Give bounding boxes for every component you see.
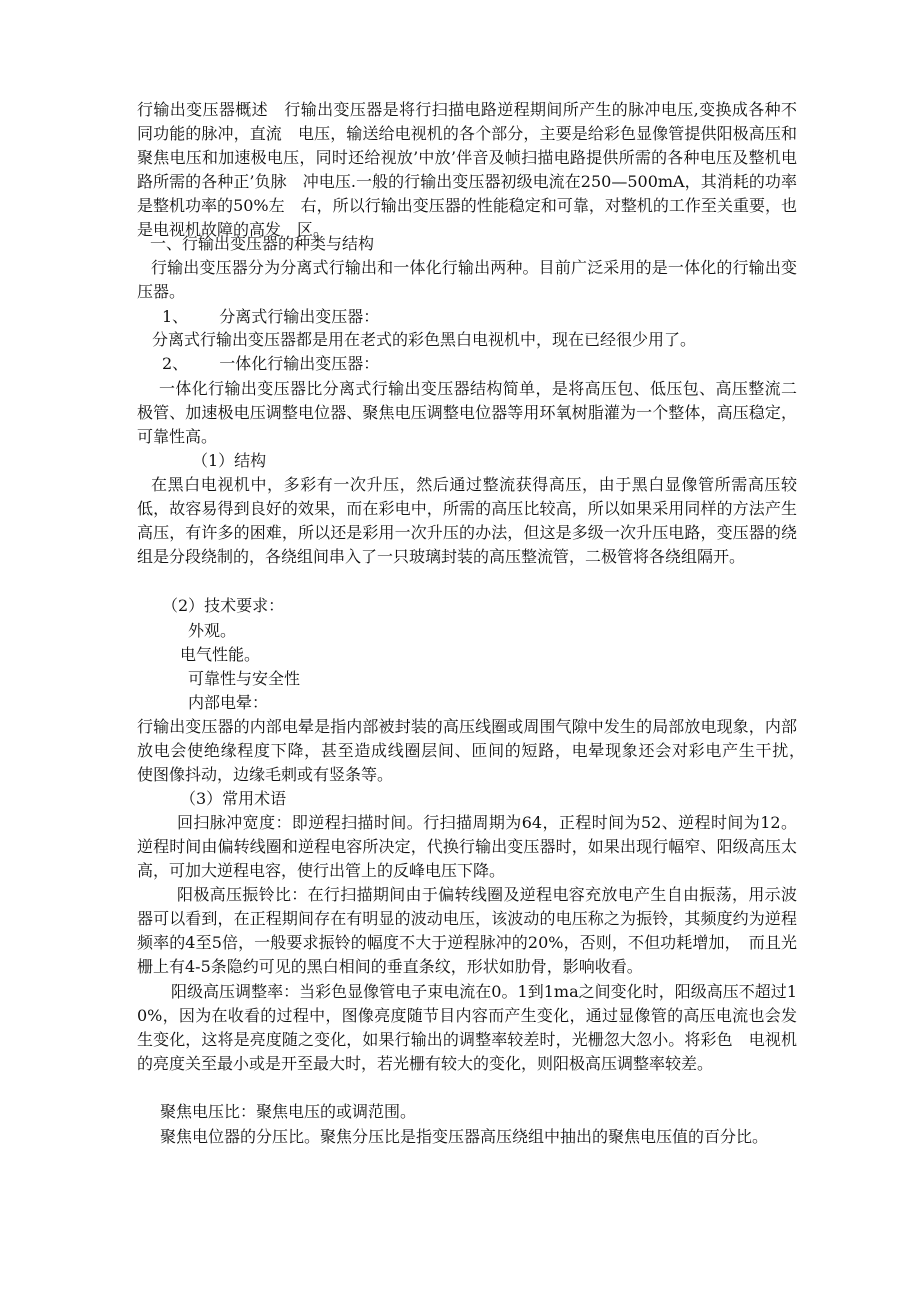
tech-item-electrical: 电气性能。 [180, 645, 261, 664]
tech-item-reliability: 可靠性与安全性 [188, 669, 301, 688]
structure-heading: （1）结构 [192, 451, 267, 470]
structure-text: 在黑白电视机中，多彩有一次升压，然后通过整流获得高压，由于黑白显像管所需高压较低，故容易得到良好的效果，而在彩电中，所需的高压比较高，所以如果采用同样的方法产生高压，有许多的困难，所以还是彩用一次升压的办法，但这是多级一次升压电路，变压器的绕组是分段绕制的，各绕组间串入了一只玻璃封装的高压整流管，二极管将各绕组隔开。 [137, 475, 797, 566]
section1-heading: 一、行输出变压器的种类与结构 [150, 234, 375, 253]
sub2-title: 一体化行输出变压器： [219, 354, 380, 373]
sub2-number: 2、 [162, 354, 189, 373]
term-ringing-ratio: 阳极高压振铃比：在行扫描期间由于偏转线圈及逆程电容充放电产生自由振荡，用示波器可以看到，在正程期间存在有明显的波动电压，该波动的电压称之为振铃，其频度约为逆程频率的4至5倍，一般要求振铃的幅度不大于逆程脉冲的20%，否则，不但功耗增加， 而且光栅上有4-5条隐约可见的黑白相间的垂直条纹，形状如肋骨，影响收看。 [137, 885, 797, 976]
sub1-title: 分离式行输出变压器： [219, 307, 380, 326]
term-focus-divider: 聚焦电位器的分压比。聚焦分压比是指变压器高压绕组中抽出的聚焦电压值的百分比。 [160, 1127, 769, 1146]
section1-intro: 行输出变压器分为分离式行输出和一体化行输出两种。目前广泛采用的是一体化的行输出变压器。 [137, 258, 797, 301]
sub1-text: 分离式行输出变压器都是用在老式的彩色黑白电视机中，现在已经很少用了。 [152, 330, 697, 349]
tech-heading: （2）技术要求： [162, 596, 285, 615]
term-focus-voltage: 聚焦电压比：聚焦电压的或调范围。 [160, 1102, 417, 1121]
sub2-heading [162, 352, 379, 376]
tech-item-corona: 内部电晕： [188, 693, 269, 712]
corona-text: 行输出变压器的内部电晕是指内部被封装的高压线圈或周围气隙中发生的局部放电现象，内部放电会使绝缘程度下降，甚至造成线圈层间、匝间的短路，电晕现象还会对彩电产生干扰， 使图像抖动，边缘毛刺或有竖条等。 [137, 717, 814, 784]
sub1-number: 1、 [162, 307, 189, 326]
term-regulation-rate: 阳级高压调整率：当彩色显像管电子束电流在0。1到1ma之间变化时，阳级高压不超过10%，因为在收看的过程中，图像亮度随节目内容而产生变化，通过显像管的高压电流也会发生变化，这将是亮度随之变化，如果行输出的调整率较差时，光栅忽大忽小。将彩色 电视机的亮度关至最小或是开至最大时，若光栅有较大的变化，则阳极高压调整率较差。 [137, 982, 797, 1073]
overview-paragraph: 行输出变压器概述 行输出变压器是将行扫描电路逆程期间所产生的脉冲电压,变换成各种不同功能的脉冲，直流 电压，输送给电视机的各个部分，主要是给彩色显像管提供阳极高压和聚焦电压和加速极电压，同时还给视放’中放’伴音及帧扫描电路提供所需的各种电压及整机电路所需的各种正’负脉 冲电压.一般的行输出变压器初级电流在250—500mA，其消耗的功率是整机功率的50%左 右，所以行输出变压器的性能稳定和可靠，对整机的工作至关重要，也是电视机故障的高发 区。 [137, 100, 797, 239]
term-retrace-pulse: 回扫脉冲宽度：即逆程扫描时间。行扫描周期为64，正程时间为52、逆程时间为12。逆程时间由偏转线圈和逆程电容所决定，代换行输出变压器时，如果出现行幅窄、阳级高压太高，可加大逆程电容，使行出管上的反峰电压下降。 [137, 813, 797, 880]
terms-heading: （3）常用术语 [180, 789, 287, 808]
sub1-heading [162, 305, 379, 329]
sub2-text: 一体化行输出变压器比分离式行输出变压器结构简单，是将高压包、低压包、高压整流二极管、加速极电压调整电位器、聚焦电压调整电位器等用环氧树脂灌为一个整体，高压稳定，可靠性高。 [137, 379, 797, 446]
tech-item-appearance: 外观。 [188, 621, 237, 640]
